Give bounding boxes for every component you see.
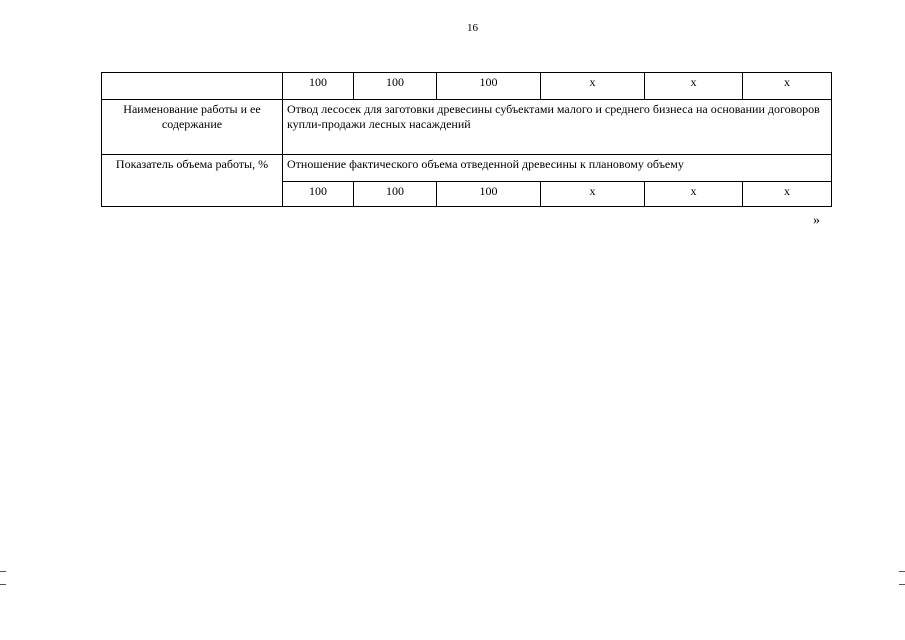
works-table — [101, 72, 832, 207]
value-cell: 100 — [437, 73, 541, 100]
indicator-label: Показатель объема работы, % — [102, 155, 283, 207]
margin-mark — [0, 584, 6, 585]
work-name-label: Наименование работы и ее содержание — [102, 100, 283, 155]
indicator-value: Отношение фактического объема отведенной древесины к плановому объему — [283, 155, 832, 182]
table-row — [102, 73, 832, 100]
value-cell: 100 — [437, 182, 541, 207]
value-cell: 100 — [354, 73, 437, 100]
margin-mark — [0, 571, 6, 572]
closing-quote: » — [813, 213, 820, 228]
value-cell: 100 — [354, 182, 437, 207]
value-cell: 100 — [283, 73, 354, 100]
table-row — [102, 100, 832, 155]
value-cell: x — [645, 182, 743, 207]
value-cell: x — [645, 73, 743, 100]
value-cell: x — [541, 73, 645, 100]
empty-cell — [102, 73, 283, 100]
page-number: 16 — [467, 22, 478, 34]
table-row — [102, 155, 832, 182]
value-cell: x — [743, 182, 832, 207]
margin-mark — [899, 571, 905, 572]
value-cell: 100 — [283, 182, 354, 207]
value-cell: x — [743, 73, 832, 100]
work-name-value: Отвод лесосек для заготовки древесины субъектами малого и среднего бизнеса на основании договоров купли-продажи лесных насаждений — [283, 100, 832, 155]
margin-mark — [899, 584, 905, 585]
value-cell: x — [541, 182, 645, 207]
